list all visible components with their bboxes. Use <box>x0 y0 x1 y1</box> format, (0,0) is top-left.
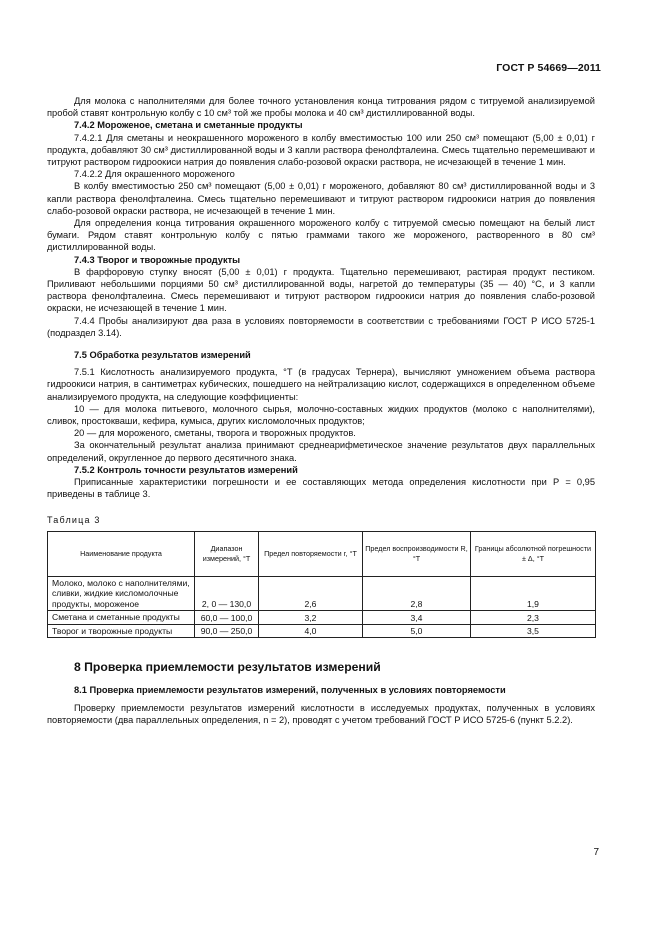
paragraph-7-4-4: 7.4.4 Пробы анализируют два раза в условиях повторяемости в соответствии с требованиями ГОСТ Р ИСО 5725-1 (подраздел 3.14). <box>47 315 595 338</box>
cell-abs-error: 1,9 <box>471 576 596 611</box>
cell-abs-error: 2,3 <box>471 611 596 625</box>
paragraph-8-1: Проверку приемлемости результатов измерений кислотности в исследуемых продуктах, полученных в условиях повторяемости (два параллельных определения, n = 2), проводят с учетом требований ГОСТ Р ИСО 5725-6 (пункт 5.2.2). <box>47 702 595 725</box>
heading-7-5-2: 7.5.2 Контроль точности результатов измерений <box>74 464 298 475</box>
heading-7-4-3: 7.4.3 Творог и творожные продукты <box>74 254 241 265</box>
cell-abs-error: 3,5 <box>471 624 596 638</box>
paragraph-coefficient-10: 10 — для молока питьевого, молочного сырья, молочно-составных жидких продуктов (молоко с наполнителями), сливок, простокваши, кефира, кумыса, других кисломолочных продуктов; <box>47 403 595 427</box>
paragraph-colored-end: Для определения конца титрования окрашенного мороженого колбу с титруемой смесью помещают на белый лист бумаги. Рядом ставят контрольную колбу с пятью граммами такого же мороженого, растворенного в 80 см³ дистиллированной воды. <box>47 218 595 253</box>
cell-product-name: Творог и творожные продукты <box>48 624 195 638</box>
cell-range: 90,0 — 250,0 <box>195 624 259 638</box>
table-3 <box>47 531 596 639</box>
table-caption: Таблица 3 <box>47 514 101 525</box>
cell-repeatability: 2,6 <box>259 576 363 611</box>
heading-7-5: 7.5 Обработка результатов измерений <box>74 350 251 361</box>
paragraph-7-4-2-2: В колбу вместимостью 250 см³ помещают (5,00 ± 0,01) г мороженого, добавляют 80 см³ дистиллированной воды и 3 капли раствора фенолфталеина. Смесь тщательно перемешивают и титруют раствором гидроокиси натрия до появления слабо-розовой окраски раствора, не исчезающей в течение 1 мин. <box>47 181 595 216</box>
table-header-row <box>48 531 596 576</box>
cell-range: 2, 0 — 130,0 <box>195 576 259 611</box>
paragraph-7-4-3: В фарфоровую ступку вносят (5,00 ± 0,01) г продукта. Тщательно перемешивают, растирая продукт пестиком. Приливают небольшими порциями 50 см³ дистиллированной воды, нагретой до температуры (35 — 40) °С, и 3 капли раствора фенолфталеина. Смесь перемешивают и титруют раствором гидроокиси натрия до появления слабо-розовой окраски, не исчезающей в течение 1 мин. <box>47 266 595 314</box>
header-repeatability: Предел повторяемости r, °Т <box>259 531 363 576</box>
cell-range: 60,0 — 100,0 <box>195 611 259 625</box>
paragraph-7-4-2-1: 7.4.2.1 Для сметаны и неокрашенного мороженого в колбу вместимостью 100 или 250 см³ помещают (5,00 ± 0,01) г продукта, добавляют 30 см³ дистиллированной воды и 3 капли раствора фенолфталеина. Смесь тщательно перемешивают и титруют раствором гидроокиси натрия до появления слабо-розовой окраски раствора, не исчезающей в течение 1 мин. <box>47 132 595 168</box>
page-number: 7 <box>593 847 599 858</box>
section-8-title: 8 Проверка приемлемости результатов измерений <box>74 660 381 675</box>
standard-header: ГОСТ Р 54669—2011 <box>496 62 601 74</box>
cell-reproducibility: 2,8 <box>363 576 471 611</box>
cell-repeatability: 3,2 <box>259 611 363 625</box>
cell-repeatability: 4,0 <box>259 624 363 638</box>
header-product-name: Наименование продукта <box>48 531 195 576</box>
header-abs-error: Границы абсолютной погрешности ± Δ, °Т <box>471 531 596 576</box>
paragraph-coefficient-20: 20 — для мороженого, сметаны, творога и творожных продуктов. <box>74 428 356 439</box>
cell-reproducibility: 3,4 <box>363 611 471 625</box>
table-row <box>48 611 596 625</box>
page-content <box>47 95 595 726</box>
table-row <box>48 576 596 611</box>
header-range: Диапазон измерений, °Т <box>195 531 259 576</box>
heading-7-4-2: 7.4.2 Мороженое, сметана и сметанные продукты <box>74 120 303 131</box>
cell-product-name: Молоко, молоко с наполнителями, сливки, жидкие кисломолочные продукты, мороженое <box>48 576 195 611</box>
section-8-1-title: 8.1 Проверка приемлемости результатов измерений, полученных в условиях повторяемости <box>74 685 506 696</box>
header-reproducibility: Предел воспроизводимости R, °Т <box>363 531 471 576</box>
paragraph-milk-filler: Для молока с наполнителями для более точного установления конца титрования рядом с титруемой анализируемой пробой ставят контрольную колбу с 10 см³ той же пробы молока и 40 см³ дистиллированной воды. <box>47 96 595 119</box>
paragraph-7-4-2-2-title: 7.4.2.2 Для окрашенного мороженого <box>74 169 235 180</box>
table-row <box>48 624 596 638</box>
paragraph-final-result: За окончательный результат анализа принимают среднеарифметическое значение результатов двух параллельных определений, округленное до первого десятичного знака. <box>47 440 595 463</box>
cell-product-name: Сметана и сметанные продукты <box>48 611 195 625</box>
paragraph-7-5-2: Приписанные характеристики погрешности и ее составляющих метода определения кислотности при Р = 0,95 приведены в таблице 3. <box>47 477 595 500</box>
paragraph-7-5-1: 7.5.1 Кислотность анализируемого продукта, °Т (в градусах Тернера), вычисляют умножением объема раствора гидроокиси натрия, в сантиметрах кубических, пошедшего на нейтрализацию кислот, содержащихся в определенном объеме анализируемого продукта, на следующие коэффициенты: <box>47 367 595 402</box>
cell-reproducibility: 5,0 <box>363 624 471 638</box>
